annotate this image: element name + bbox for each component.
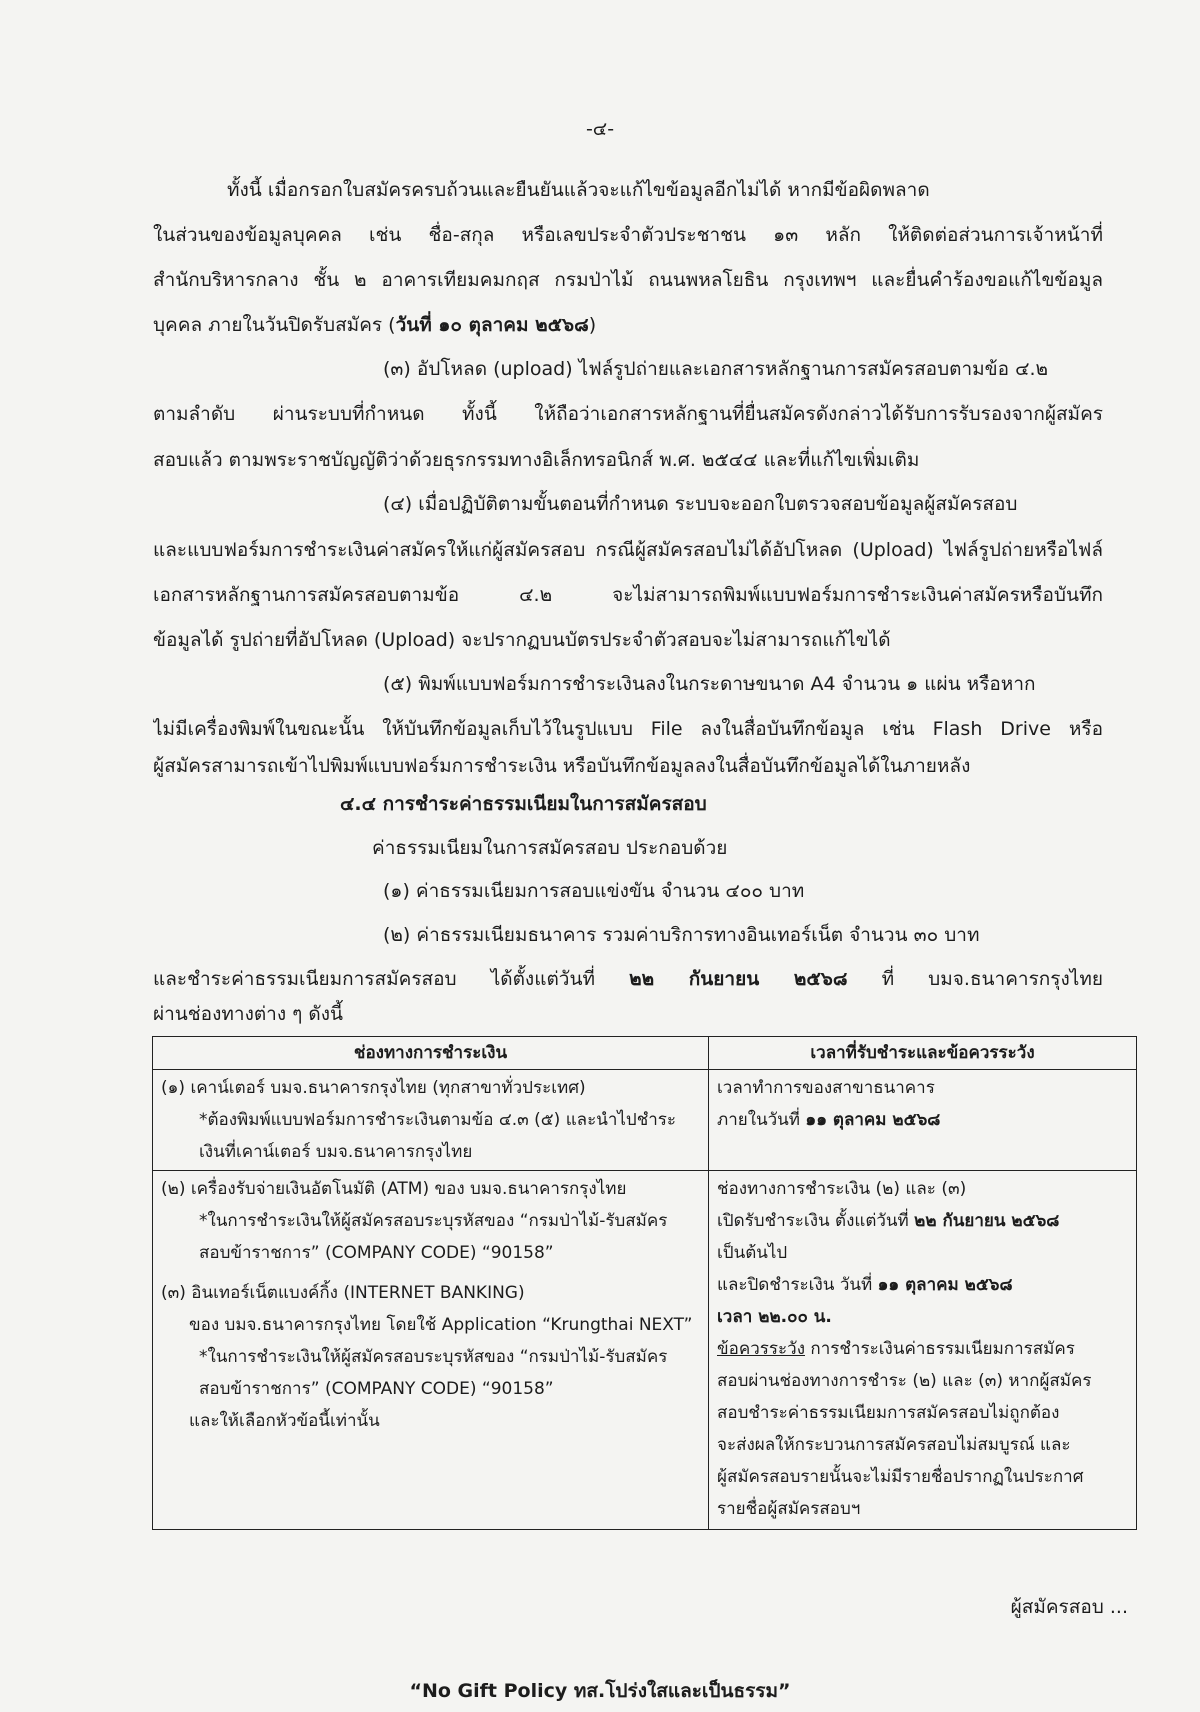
electronic-close-time: เวลา ๒๒.๐๐ น. xyxy=(717,1307,832,1328)
para1-line4-pre: บุคคล ภายในวันปิดรับสมัคร ( xyxy=(153,314,396,336)
item3-line1: (๓) อัปโหลด (upload) ไฟล์รูปถ่ายและเอกสารหลักฐานการสมัครสอบตามข้อ ๔.๒ xyxy=(383,358,1049,380)
channel-electronic-cell xyxy=(153,1171,709,1530)
caution-line-1 xyxy=(717,1333,1128,1365)
channel-internet-note-3: และให้เลือกหัวข้อนี้เท่านั้น xyxy=(189,1411,380,1432)
channel-counter-note-2: เงินที่เคาน์เตอร์ บมจ.ธนาคารกรุงไทย xyxy=(199,1142,473,1162)
caution-label: ข้อควรระวัง xyxy=(717,1339,805,1360)
closing-date: วันที่ ๑๐ ตุลาคม ๒๕๖๘ xyxy=(395,314,589,336)
electronic-time-3: เป็นต้นไป xyxy=(717,1243,788,1264)
item5-line3: ผู้สมัครสามารถเข้าไปพิมพ์แบบฟอร์มการชำระเงิน หรือบันทึกข้อมูลลงในสื่อบันทึกข้อมูลได้ในภายหลัง xyxy=(153,755,971,777)
electronic-time-1: ช่องทางการชำระเงิน (๒) และ (๓) xyxy=(717,1179,967,1200)
payment-channels-intro: ผ่านช่องทางต่าง ๆ ดังนี้ xyxy=(153,1003,344,1025)
fee-item-1: (๑) ค่าธรรมเนียมการสอบแข่งขัน จำนวน ๔๐๐ บาท xyxy=(383,880,805,902)
item4-line4: ข้อมูลได้ รูปถ่ายที่อัปโหลด (Upload) จะปรากฏบนบัตรประจำตัวสอบจะไม่สามารถแก้ไขได้ xyxy=(153,629,891,651)
item5-line2: ไม่มีเครื่องพิมพ์ในขณะนั้น ให้บันทึกข้อมูลเก็บไว้ในรูปแบบ File ลงในสื่อบันทึกข้อมูล เช่น Flash Drive หรือ xyxy=(153,718,1103,740)
channel-internet-title: (๓) อินเทอร์เน็ตแบงค์กิ้ง (INTERNET BANKING) xyxy=(161,1283,525,1304)
footer-slogan: “No Gift Policy ทส.โปร่งใสและเป็นธรรม” xyxy=(409,1680,791,1702)
channel-counter-note-1: *ต้องพิมพ์แบบฟอร์มการชำระเงินตามข้อ ๔.๓ (๕) และนำไปชำระ xyxy=(199,1110,677,1130)
electronic-close-pre: และปิดชำระเงิน วันที่ xyxy=(717,1275,878,1296)
continued-marker: ผู้สมัครสอบ ... xyxy=(1010,1596,1128,1618)
electronic-time-cell xyxy=(709,1171,1137,1530)
table-header-row xyxy=(153,1037,1137,1070)
channel-internet-note-1: *ในการชำระเงินให้ผู้สมัครสอบระบุรหัสของ “กรมป่าไม้-รับสมัคร xyxy=(199,1347,668,1368)
payment-start-line xyxy=(153,965,1103,993)
channel-internet-note-2: สอบข้าราชการ” (COMPANY CODE) “90158” xyxy=(199,1379,554,1400)
para1-line4 xyxy=(153,311,596,339)
caution-line-4: จะส่งผลให้กระบวนการสมัครสอบไม่สมบูรณ์ และ xyxy=(717,1435,1071,1456)
para1-line1: ทั้งนี้ เมื่อกรอกใบสมัครครบถ้วนและยืนยันแล้วจะแก้ไขข้อมูลอีกไม่ได้ หากมีข้อผิดพลาด xyxy=(227,179,930,201)
caution-line-2: สอบผ่านช่องทางการชำระ (๒) และ (๓) หากผู้สมัคร xyxy=(717,1371,1092,1392)
channel-atm-title: (๒) เครื่องรับจ่ายเงินอัตโนมัติ (ATM) ของ บมจ.ธนาคารกรุงไทย xyxy=(161,1179,627,1200)
para1-line4-post: ) xyxy=(588,314,597,336)
channel-counter-cell xyxy=(153,1070,709,1171)
electronic-close-date: ๑๑ ตุลาคม ๒๕๖๘ xyxy=(877,1275,1013,1296)
caution-line-3: สอบชำระค่าธรรมเนียมการสมัครสอบไม่ถูกต้อง xyxy=(717,1403,1060,1424)
counter-time-2 xyxy=(717,1104,1128,1136)
counter-deadline-date: ๑๑ ตุลาคม ๒๕๖๘ xyxy=(805,1110,941,1130)
item4-line2: และแบบฟอร์มการชำระเงินค่าสมัครให้แก่ผู้สมัครสอบ กรณีผู้สมัครสอบไม่ได้อัปโหลด (Upload) ไฟล์รูปถ่ายหรือไฟล์ xyxy=(153,539,1103,561)
channel-atm-note-1: *ในการชำระเงินให้ผู้สมัครสอบระบุรหัสของ “กรมป่าไม้-รับสมัคร xyxy=(199,1211,668,1232)
item4-line3: เอกสารหลักฐานการสมัครสอบตามข้อ ๔.๒ จะไม่สามารถพิมพ์แบบฟอร์มการชำระเงินค่าสมัครหรือบันทึก xyxy=(153,584,1103,606)
caution-line-5: ผู้สมัครสอบรายนั้นจะไม่มีรายชื่อปรากฏในประกาศ xyxy=(717,1467,1084,1488)
caution-text-1: การชำระเงินค่าธรรมเนียมการสมัคร xyxy=(805,1339,1075,1360)
channel-atm-note-2: สอบข้าราชการ” (COMPANY CODE) “90158” xyxy=(199,1243,554,1264)
section-heading: ๔.๔ การชำระค่าธรรมเนียมในการสมัครสอบ xyxy=(340,793,707,815)
header-payment-channel: ช่องทางการชำระเงิน xyxy=(153,1037,709,1070)
header-time-and-caution: เวลาที่รับชำระและข้อควรระวัง xyxy=(709,1037,1137,1070)
counter-time-1: เวลาทำการของสาขาธนาคาร xyxy=(717,1078,935,1098)
item3-line2: ตามลำดับ ผ่านระบบที่กำหนด ทั้งนี้ ให้ถือว่าเอกสารหลักฐานที่ยื่นสมัครดังกล่าวได้รับการรับรองจากผู้สมัคร xyxy=(153,403,1103,425)
fee-intro: ค่าธรรมเนียมในการสมัครสอบ ประกอบด้วย xyxy=(372,837,728,859)
payment-start-date: ๒๒ กันยายน ๒๕๖๘ xyxy=(629,968,848,990)
electronic-open-pre: เปิดรับชำระเงิน ตั้งแต่วันที่ xyxy=(717,1211,915,1232)
electronic-time-4 xyxy=(717,1269,1128,1301)
item5-line1: (๕) พิมพ์แบบฟอร์มการชำระเงินลงในกระดาษขนาด A4 จำนวน ๑ แผ่น หรือหาก xyxy=(383,673,1036,695)
caution-line-6: รายชื่อผู้สมัครสอบฯ xyxy=(717,1499,861,1520)
electronic-time-2 xyxy=(717,1205,1128,1237)
page-number: -๔- xyxy=(585,118,615,140)
fee-item-2: (๒) ค่าธรรมเนียมธนาคาร รวมค่าบริการทางอินเทอร์เน็ต จำนวน ๓๐ บาท xyxy=(383,924,980,946)
item3-line3: สอบแล้ว ตามพระราชบัญญัติว่าด้วยธุรกรรมทางอิเล็กทรอนิกส์ พ.ศ. ๒๕๔๔ และที่แก้ไขเพิ่มเติม xyxy=(153,449,920,471)
para1-line3: สำนักบริหารกลาง ชั้น ๒ อาคารเทียมคมกฤส กรมป่าไม้ ถนนพหลโยธิน กรุงเทพฯ และยื่นคำร้องขอแก้ไขข้อมูล xyxy=(153,269,1103,291)
counter-deadline-pre: ภายในวันที่ xyxy=(717,1110,806,1130)
table-row xyxy=(153,1070,1137,1171)
para1-line2: ในส่วนของข้อมูลบุคคล เช่น ชื่อ-สกุล หรือเลขประจำตัวประชาชน ๑๓ หลัก ให้ติดต่อส่วนการเจ้าหน้าที่ xyxy=(153,224,1103,246)
counter-time-cell xyxy=(709,1070,1137,1171)
payment-start-post: ที่ บมจ.ธนาคารกรุงไทย xyxy=(847,968,1103,990)
channel-internet-line-2: ของ บมจ.ธนาคารกรุงไทย โดยใช้ Application “Krungthai NEXT” xyxy=(189,1315,693,1336)
electronic-open-date: ๒๒ กันยายน ๒๕๖๘ xyxy=(914,1211,1060,1232)
item4-line1: (๔) เมื่อปฏิบัติตามขั้นตอนที่กำหนด ระบบจะออกใบตรวจสอบข้อมูลผู้สมัครสอบ xyxy=(383,493,1018,515)
payment-start-pre: และชำระค่าธรรมเนียมการสมัครสอบ ได้ตั้งแต่วันที่ xyxy=(153,968,630,990)
table-row xyxy=(153,1171,1137,1530)
channel-counter-title: (๑) เคาน์เตอร์ บมจ.ธนาคารกรุงไทย (ทุกสาขาทั่วประเทศ) xyxy=(161,1078,586,1098)
payment-channel-table xyxy=(152,1036,1137,1530)
